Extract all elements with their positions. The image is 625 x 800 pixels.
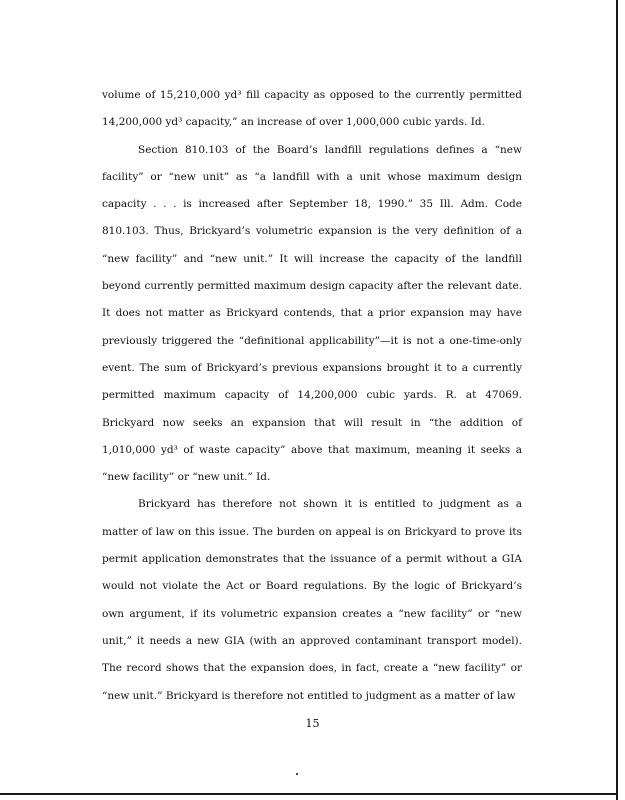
paragraph-conclusion: Brickyard has therefore not shown it is entitled to judgment as a matter of law on this issue. The burden on appeal is on Brickyard to prove its permit application demonstrates that the issuance of a permit without a GIA would not violate the Act or Board regulations. By the logic of Brickyard’s own argument, if its volumetric expansion creates a “new facility” or “new unit,” it needs a new GIA (with an approved contaminant transport model). The record shows that the expansion does, in fact, create a “new facility” or “new unit.” Brickyard is therefore not entitled to judgment as a matter of law [102,498,522,702]
body-text [102,82,522,710]
scan-speck [296,773,298,775]
paragraph-continuation: volume of 15,210,000 yd³ fill capacity as opposed to the currently permitted 14,200,000 yd³ capacity,” an increase of over 1,000,000 cubic yards. Id. [102,89,522,129]
paragraph-section-810-103: Section 810.103 of the Board’s landfill regulations defines a “new facility” or “new unit” as “a landfill with a unit whose maximum design capacity . . . is increased after September 18, 1990.” 35 Ill. Adm. Code 810.103. Thus, Brickyard’s volumetric expansion is the very definition of a “new facility” and “new unit.” It will increase the capacity of the landfill beyond currently permitted maximum design capacity after the relevant date. It does not matter as Brickyard contends, that a prior expansion may have previously triggered the “definitional applicability”—it is not a one-time-only event. The sum of Brickyard’s previous expansions brought it to a currently permitted maximum capacity of 14,200,000 cubic yards. R. at 47069. Brickyard now seeks an expansion that will result in “the addition of 1,010,000 yd³ of waste capacity” above that maximum, meaning it seeks a “new facility” or “new unit.” Id. [102,143,522,484]
scan-edge-bottom [0,793,618,795]
scan-edge-right [616,0,618,800]
page-number: 15 [305,717,320,730]
